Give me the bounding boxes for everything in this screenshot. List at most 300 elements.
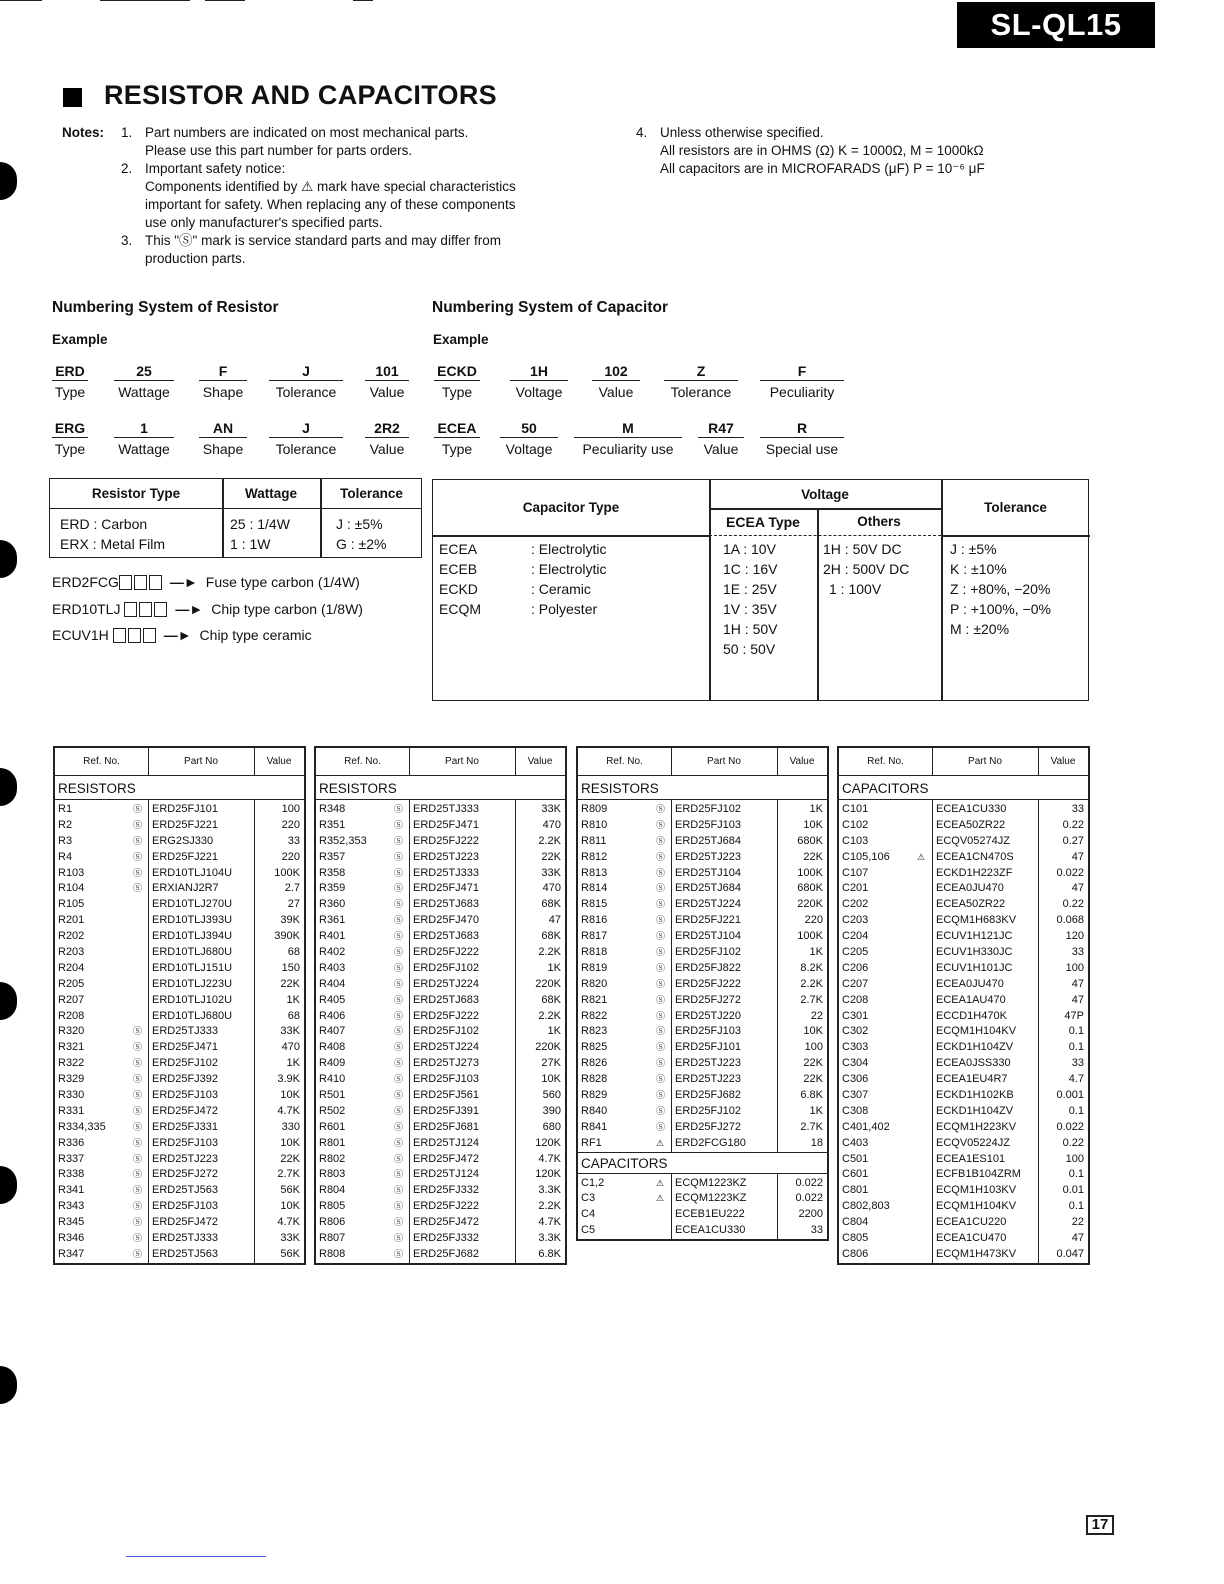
part-no: ERD25FJ222	[413, 946, 480, 959]
service-standard-icon: Ⓢ	[394, 1233, 404, 1244]
part-value: 560	[542, 1089, 561, 1102]
part-value: 0.22	[1062, 1136, 1084, 1149]
table-row	[839, 1167, 1088, 1183]
part-value: 4.7K	[538, 1216, 561, 1229]
ref-no: R813	[581, 866, 608, 879]
cap-type-code: ECQM	[439, 601, 481, 617]
table-row	[316, 1120, 565, 1136]
part-value: 0.022	[795, 1176, 823, 1189]
part-no: ERD25FJ222	[413, 834, 480, 847]
part-no: ECUV1H101JC	[936, 961, 1013, 974]
part-value: 27K	[541, 1057, 561, 1070]
service-standard-icon: Ⓢ	[394, 962, 404, 973]
part-no: ERD25FJ822	[675, 961, 742, 974]
ref-no: C403	[842, 1136, 869, 1149]
table-row	[55, 1104, 304, 1120]
part-no: ECEA50ZR22	[936, 898, 1006, 911]
ref-no: C308	[842, 1104, 869, 1117]
part-no: ECEA0JU470	[936, 882, 1004, 895]
part-value: 4.7K	[277, 1104, 300, 1117]
table-row	[316, 897, 565, 913]
part-no: ERD25TJ224	[413, 1041, 480, 1054]
part-value: 0.022	[795, 1192, 823, 1205]
ref-no: R502	[319, 1104, 346, 1117]
table-row	[578, 1009, 827, 1025]
part-no: ERD25TJ563	[152, 1247, 219, 1260]
table-row	[839, 1247, 1088, 1263]
table-row	[839, 1152, 1088, 1168]
part-header: Part No	[968, 756, 1002, 767]
table-row	[55, 1024, 304, 1040]
part-value: 56K	[280, 1247, 300, 1260]
table-row	[55, 929, 304, 945]
part-no: ERXIANJ2R7	[152, 882, 219, 895]
part-no: ERD25TJ333	[152, 1025, 219, 1038]
binding-hole-mark	[0, 1166, 17, 1204]
table-row	[55, 977, 304, 993]
part-no: ERD25TJ224	[675, 898, 742, 911]
service-standard-icon: Ⓢ	[394, 1248, 404, 1259]
chip-ceramic-note: ECUV1H —► Chip type ceramic	[52, 627, 312, 643]
part-value: 22K	[803, 850, 823, 863]
service-standard-icon: Ⓢ	[394, 1153, 404, 1164]
part-no: ERD25FJ682	[675, 1089, 742, 1102]
binding-hole-mark	[0, 982, 17, 1020]
table-row	[578, 1088, 827, 1104]
part-value: 22K	[280, 1152, 300, 1165]
part-no: ERD25TJ223	[413, 850, 480, 863]
part-no: ERD25FJ103	[152, 1089, 219, 1102]
part-value: 4.7K	[538, 1152, 561, 1165]
part-value: 220	[804, 914, 823, 927]
service-standard-icon: Ⓢ	[656, 835, 666, 846]
fuse-type-note: ERD2FCG —► Fuse type carbon (1/4W)	[52, 574, 360, 590]
binding-hole-mark	[0, 768, 17, 806]
ref-no: R815	[581, 898, 608, 911]
section-label: RESISTORS	[578, 776, 827, 800]
part-value: 100K	[797, 866, 823, 879]
example-cell: F Shape	[199, 363, 247, 400]
service-standard-icon: Ⓢ	[656, 1042, 666, 1053]
table-row	[839, 945, 1088, 961]
table-row	[578, 1207, 827, 1223]
service-standard-icon: Ⓢ	[394, 994, 404, 1005]
table-row	[316, 850, 565, 866]
ref-no: R406	[319, 1009, 346, 1022]
table-row	[839, 1183, 1088, 1199]
part-no: ECEB1EU222	[675, 1208, 745, 1221]
ref-no: R337	[58, 1152, 85, 1165]
table-row	[839, 977, 1088, 993]
part-no: ERD25TJ104	[675, 930, 742, 943]
part-no: ERD25FJ332	[413, 1184, 480, 1197]
ref-no: RF1	[581, 1136, 602, 1149]
part-no: ERD25FJ103	[152, 1136, 219, 1149]
part-no: ERD25FJ561	[413, 1089, 480, 1102]
part-no: ERD25FJ101	[675, 1041, 742, 1054]
cap-type-code: ECKD	[439, 581, 478, 597]
part-no: ERD25FJ272	[675, 993, 742, 1006]
table-row	[578, 850, 827, 866]
table-row	[578, 1040, 827, 1056]
ref-no: C206	[842, 961, 869, 974]
part-no: ERD25FJ103	[413, 1073, 480, 1086]
table-cell: 25 : 1/4W	[230, 516, 290, 532]
service-standard-icon: Ⓢ	[394, 931, 404, 942]
note-line: important for safety. When replacing any of these components	[145, 197, 516, 212]
ref-no: R403	[319, 961, 346, 974]
service-standard-icon: Ⓢ	[133, 835, 143, 846]
part-no: ERD25TJ684	[675, 834, 742, 847]
ref-no: C303	[842, 1041, 869, 1054]
cap-type-code: ECEA	[439, 541, 478, 557]
ref-no: R334,335	[58, 1120, 106, 1133]
service-standard-icon: Ⓢ	[394, 1010, 404, 1021]
ref-no: C103	[842, 834, 869, 847]
other-voltage: 1 : 100V	[829, 581, 882, 597]
ref-no: R819	[581, 961, 608, 974]
part-value: 2.2K	[538, 1009, 561, 1022]
part-no: ECKD1H102KB	[936, 1089, 1014, 1102]
ref-no: R348	[319, 803, 346, 815]
part-no: ERD25TJ273	[413, 1057, 480, 1070]
ref-no: R2	[58, 818, 73, 831]
table-row	[578, 1191, 827, 1207]
table-row	[839, 1120, 1088, 1136]
service-standard-icon: Ⓢ	[656, 931, 666, 942]
table-header	[578, 748, 827, 776]
note-line: All capacitors are in MICROFARADS (μF) P = 10⁻⁶ μF	[660, 161, 985, 176]
service-standard-icon: Ⓢ	[133, 1233, 143, 1244]
table-row	[55, 1072, 304, 1088]
part-no: ERD25FJ331	[152, 1120, 219, 1133]
ref-no: C805	[842, 1232, 869, 1245]
part-no: ERD25FJ221	[675, 914, 742, 927]
part-no: ERD25FJ391	[413, 1104, 480, 1117]
part-value: 2.7K	[800, 1120, 823, 1133]
part-no: ERD25FJ221	[152, 818, 219, 831]
ref-no: R329	[58, 1073, 85, 1086]
part-value: 390K	[274, 930, 300, 943]
part-value: 470	[542, 818, 561, 831]
table-row	[55, 1215, 304, 1231]
part-value: 220	[281, 850, 300, 863]
part-no: ECQM1H103KV	[936, 1184, 1017, 1197]
part-no: ECEA50ZR22	[936, 818, 1006, 831]
model-badge: SL-QL15	[957, 2, 1155, 48]
safety-warning-icon: ⚠	[656, 1137, 665, 1148]
rows-body	[578, 800, 827, 1152]
example-cell: ECKD Type	[434, 363, 480, 400]
table-row	[55, 945, 304, 961]
part-no: ECQM1223KZ	[675, 1176, 747, 1189]
part-value: 0.022	[1056, 1120, 1084, 1133]
service-standard-icon: Ⓢ	[133, 1121, 143, 1132]
ref-no: C102	[842, 818, 869, 831]
ref-no: R338	[58, 1168, 85, 1181]
table-row	[316, 929, 565, 945]
example-cell: 101 Value	[365, 363, 409, 400]
part-no: ERD25FJ272	[152, 1168, 219, 1181]
part-value: 220K	[535, 1041, 561, 1054]
part-value: 18	[810, 1136, 823, 1149]
part-value: 1K	[809, 946, 823, 959]
service-standard-icon: Ⓢ	[133, 1058, 143, 1069]
cap-type-code: ECEB	[439, 561, 478, 577]
table-row	[839, 866, 1088, 882]
part-no: ERD25FJ222	[413, 1009, 480, 1022]
part-value: 33	[1071, 1057, 1084, 1070]
part-value: 0.1	[1068, 1104, 1084, 1117]
service-standard-icon: Ⓢ	[133, 1042, 143, 1053]
part-value: 33	[810, 1224, 823, 1237]
part-header: Part No	[707, 756, 741, 767]
part-no: ERD25FJ471	[152, 1041, 219, 1054]
part-value: 33K	[541, 866, 561, 879]
part-value: 22	[810, 1009, 823, 1022]
part-no: ECEA1EU4R7	[936, 1073, 1008, 1086]
tolerance-value: K : ±10%	[950, 561, 1007, 577]
ref-no: R360	[319, 898, 346, 911]
ref-no: C204	[842, 930, 869, 943]
table-row	[839, 1215, 1088, 1231]
table-row	[316, 802, 565, 818]
example-cell: J Tolerance	[269, 363, 343, 400]
part-no: ERD25TJ124	[413, 1136, 480, 1149]
ref-no: C201	[842, 882, 869, 895]
ref-no: R816	[581, 914, 608, 927]
table-row	[578, 1024, 827, 1040]
part-no: ERD25TJ684	[675, 882, 742, 895]
tolerance-value: Z : +80%, −20%	[950, 581, 1051, 597]
part-value: 6.8K	[800, 1089, 823, 1102]
example-cell: R47 Value	[698, 420, 744, 457]
part-no: ECEA0JSS330	[936, 1057, 1011, 1070]
resistor-type-table	[49, 478, 422, 558]
parts-table-3	[576, 746, 829, 1241]
part-value: 10K	[541, 1073, 561, 1086]
table-row	[578, 1104, 827, 1120]
part-value: 3.9K	[277, 1073, 300, 1086]
ref-no: R204	[58, 961, 85, 974]
column-header: Wattage	[244, 486, 297, 501]
table-row	[55, 993, 304, 1009]
table-row	[55, 913, 304, 929]
table-row	[316, 881, 565, 897]
part-no: ERD25TJ683	[413, 898, 480, 911]
part-no: ERD25FJ470	[413, 914, 480, 927]
ecea-voltage: 1A : 10V	[723, 541, 776, 557]
table-row	[55, 802, 304, 818]
arrow-right-icon: —►	[169, 574, 198, 590]
column-header: Capacitor Type	[522, 500, 620, 515]
section-label: CAPACITORS	[839, 776, 1088, 800]
service-standard-icon: Ⓢ	[656, 804, 666, 814]
example-cell: J Tolerance	[269, 420, 343, 457]
example-cell: 102 Value	[592, 363, 640, 400]
ref-no: R207	[58, 993, 85, 1006]
table-cell: ERD : Carbon	[60, 516, 148, 532]
part-value: 68K	[541, 993, 561, 1006]
ref-no: C5	[581, 1224, 596, 1237]
ref-no: R330	[58, 1089, 85, 1102]
parts-table-4	[837, 746, 1090, 1265]
top-rule	[100, 0, 190, 1]
part-value: 680	[542, 1120, 561, 1133]
part-value: 100	[1065, 1152, 1084, 1165]
part-no: ERD25TJ333	[413, 866, 480, 879]
part-value: 0.068	[1056, 914, 1084, 927]
service-standard-icon: Ⓢ	[133, 867, 143, 878]
part-no: ERD10TLJ394U	[152, 930, 233, 943]
title-bullet-icon	[63, 88, 82, 107]
table-row	[55, 866, 304, 882]
table-row	[316, 993, 565, 1009]
table-row	[578, 881, 827, 897]
rows-body	[839, 800, 1088, 1263]
part-value: 1K	[286, 993, 300, 1006]
table-row	[578, 897, 827, 913]
part-value: 33	[1071, 803, 1084, 815]
ref-no: R321	[58, 1041, 85, 1054]
part-no: ECEA1ES101	[936, 1152, 1006, 1165]
resistor-numbering-heading: Numbering System of Resistor	[52, 299, 279, 316]
service-standard-icon: Ⓢ	[656, 867, 666, 878]
example-cell: R Special use	[760, 420, 844, 457]
ref-no: R828	[581, 1073, 608, 1086]
ref-no: R203	[58, 946, 85, 959]
note-number: 1.	[121, 125, 133, 140]
column-header: ECEA Type	[726, 514, 800, 530]
part-header: Part No	[184, 756, 218, 767]
table-row	[316, 1056, 565, 1072]
part-value: 2.7K	[277, 1168, 300, 1181]
ref-no: R320	[58, 1025, 85, 1038]
part-value: 47	[1071, 977, 1084, 990]
ref-no: R806	[319, 1216, 346, 1229]
ref-no: R826	[581, 1057, 608, 1070]
service-standard-icon: Ⓢ	[656, 899, 666, 910]
bottom-rule	[126, 1556, 266, 1557]
table-row	[316, 913, 565, 929]
part-value: 100	[281, 803, 300, 815]
binding-hole-mark	[0, 540, 17, 578]
note-line: Important safety notice:	[145, 161, 286, 176]
part-no: ECQM1H223KV	[936, 1120, 1017, 1133]
part-value: 0.27	[1062, 834, 1084, 847]
ref-no: R812	[581, 850, 608, 863]
tolerance-value: M : ±20%	[950, 621, 1010, 637]
part-no: ERD25FJ103	[675, 818, 742, 831]
part-value: 4.7K	[277, 1216, 300, 1229]
part-no: ERD25FJ472	[152, 1216, 219, 1229]
ref-no: R408	[319, 1041, 346, 1054]
service-standard-icon: Ⓢ	[394, 1105, 404, 1116]
part-value: 33K	[280, 1232, 300, 1245]
table-row	[55, 1009, 304, 1025]
part-value: 3.3K	[538, 1232, 561, 1245]
table-row	[839, 834, 1088, 850]
service-standard-icon: Ⓢ	[394, 1185, 404, 1196]
ref-no: R357	[319, 850, 346, 863]
service-standard-icon: Ⓢ	[394, 867, 404, 878]
column-header: Resistor Type	[91, 486, 181, 501]
part-no: ERD25FJ332	[413, 1232, 480, 1245]
table-row	[578, 1072, 827, 1088]
part-no: ECCD1H470K	[936, 1009, 1007, 1022]
service-standard-icon: Ⓢ	[133, 1105, 143, 1116]
part-no: ERD10TLJ151U	[152, 961, 233, 974]
column-header: Voltage	[801, 487, 849, 502]
part-value: 1K	[547, 961, 561, 974]
service-standard-icon: Ⓢ	[133, 1185, 143, 1196]
ref-no: C202	[842, 898, 869, 911]
ref-no: R322	[58, 1057, 85, 1070]
table-row	[839, 1056, 1088, 1072]
ref-no: R103	[58, 866, 85, 879]
table-row	[316, 866, 565, 882]
part-no: ECQV05274JZ	[936, 834, 1010, 847]
table-row	[578, 945, 827, 961]
part-no: ECUV1H121JC	[936, 930, 1013, 943]
table-row	[316, 1136, 565, 1152]
table-row	[839, 929, 1088, 945]
ref-no: C501	[842, 1152, 869, 1165]
ref-no: C203	[842, 914, 869, 927]
cap-type-name: : Ceramic	[531, 581, 591, 597]
example-cell: AN Shape	[199, 420, 247, 457]
ecea-voltage: 1E : 25V	[723, 581, 777, 597]
service-standard-icon: Ⓢ	[133, 1153, 143, 1164]
note-line: Part numbers are indicated on most mechanical parts.	[145, 125, 469, 140]
service-standard-icon: Ⓢ	[656, 883, 666, 894]
note-line: Please use this part number for parts orders.	[145, 143, 413, 158]
part-value: 68	[287, 1009, 300, 1022]
part-value: 1K	[809, 803, 823, 815]
part-no: ERD25TJ223	[675, 1057, 742, 1070]
page-number: 17	[1086, 1515, 1114, 1535]
table-row	[316, 1009, 565, 1025]
table-row	[578, 1176, 827, 1192]
ref-no: R818	[581, 946, 608, 959]
table-row	[839, 802, 1088, 818]
ref-no: R817	[581, 930, 608, 943]
table-row	[839, 1072, 1088, 1088]
service-standard-icon: Ⓢ	[394, 1090, 404, 1101]
table-row	[316, 834, 565, 850]
part-value: 0.1	[1068, 1041, 1084, 1054]
part-value: 150	[281, 961, 300, 974]
table-row	[55, 1183, 304, 1199]
table-row	[316, 1183, 565, 1199]
example-cell: ERG Type	[52, 420, 88, 457]
ref-no: R1	[58, 803, 73, 815]
part-no: ECEA1CU470	[936, 1232, 1007, 1245]
service-standard-icon: Ⓢ	[656, 978, 666, 989]
ref-no: R347	[58, 1247, 85, 1260]
part-no: ERD25TJ220	[675, 1009, 742, 1022]
ref-no: R803	[319, 1168, 346, 1181]
table-row	[839, 1136, 1088, 1152]
part-value: 39K	[280, 914, 300, 927]
ref-no: R351	[319, 818, 346, 831]
part-no: ECQM1H104KV	[936, 1025, 1017, 1038]
ref-no: C401,402	[842, 1120, 890, 1133]
ref-no: C107	[842, 866, 869, 879]
part-value: 33	[287, 834, 300, 847]
part-value: 0.22	[1062, 898, 1084, 911]
table-row	[578, 1223, 827, 1239]
